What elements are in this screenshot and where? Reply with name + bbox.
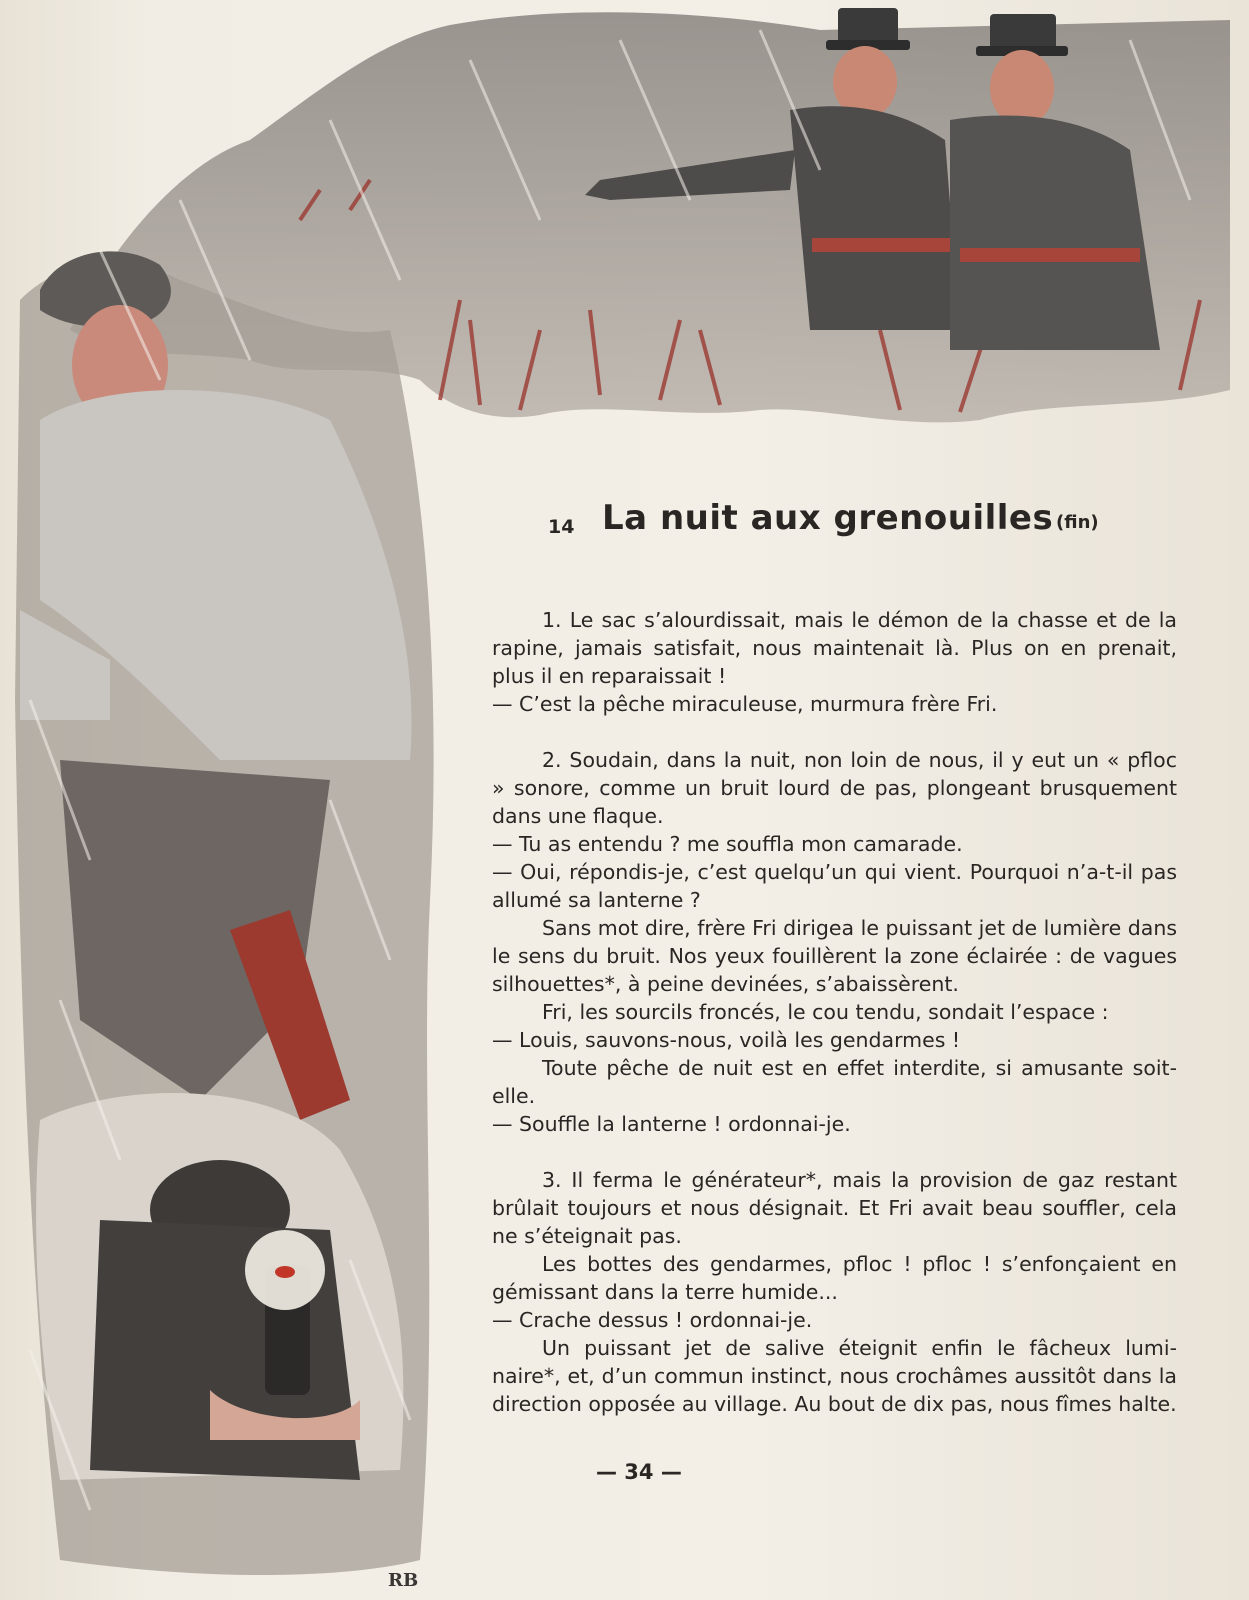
- page-number: — 34 —: [596, 1460, 682, 1484]
- text-line: — Tu as entendu ? me souffla mon camarade.: [492, 832, 963, 856]
- paragraph-3: [492, 1166, 1177, 1418]
- text-line: Sans mot dire, frère Fri dirigea le puissant jet de lumière dans le sens du bruit. Nos yeux fouillèrent la zone éclairée : de vagues silhouettes*, à peine devinées, s’abaissèrent.: [492, 916, 1177, 996]
- paragraph-2: [492, 746, 1177, 1138]
- text-line: 2. Soudain, dans la nuit, non loin de nous, il y eut un « pfloc » sonore, comme un bruit lourd de pas, plongeant brusquement dans une flaque.: [492, 748, 1177, 828]
- page-title: La nuit aux grenouilles: [602, 498, 1054, 538]
- text-line: — C’est la pêche miraculeuse, murmura frère Fri.: [492, 692, 998, 716]
- text-line: 1. Le sac s’alourdissait, mais le démon de la chasse et de la rapine, jamais satisfait, nous maintenait là. Plus on en prenait, plus il en reparaissait !: [492, 608, 1177, 688]
- illustrator-signature: RB: [388, 1570, 419, 1591]
- text-line: Un puissant jet de salive éteignit enfin le fâcheux lumi-naire*, et, d’un commun instinct, nous crochâmes aussitôt dans la direction opposée au village. Au bout de dix pas, nous fîmes halte.: [492, 1336, 1177, 1416]
- text-line: Les bottes des gendarmes, pfloc ! pfloc ! s’enfonçaient en gémissant dans la terre humide...: [492, 1252, 1177, 1304]
- text-line: — Crache dessus ! ordonnai-je.: [492, 1308, 813, 1332]
- text-line: — Souffle la lanterne ! ordonnai-je.: [492, 1112, 851, 1136]
- title-suffix: (fin): [1056, 512, 1099, 533]
- chapter-header: [548, 498, 1188, 548]
- story-text: [492, 606, 1177, 1418]
- text-line: Toute pêche de nuit est en effet interdite, si amusante soit-elle.: [492, 1056, 1177, 1108]
- text-line: 3. Il ferma le générateur*, mais la provision de gaz restant brûlait toujours et nous désignait. Et Fri avait beau souffler, cela ne s’éteignait pas.: [492, 1168, 1177, 1248]
- text-line: — Louis, sauvons-nous, voilà les gendarmes !: [492, 1028, 961, 1052]
- lesson-number: 14: [548, 516, 575, 538]
- paragraph-1: [492, 606, 1177, 718]
- text-line: — Oui, répondis-je, c’est quelqu’un qui vient. Pourquoi n’a-t-il pas allumé sa lanterne ?: [492, 860, 1177, 912]
- text-line: Fri, les sourcils froncés, le cou tendu, sondait l’espace :: [542, 1000, 1109, 1024]
